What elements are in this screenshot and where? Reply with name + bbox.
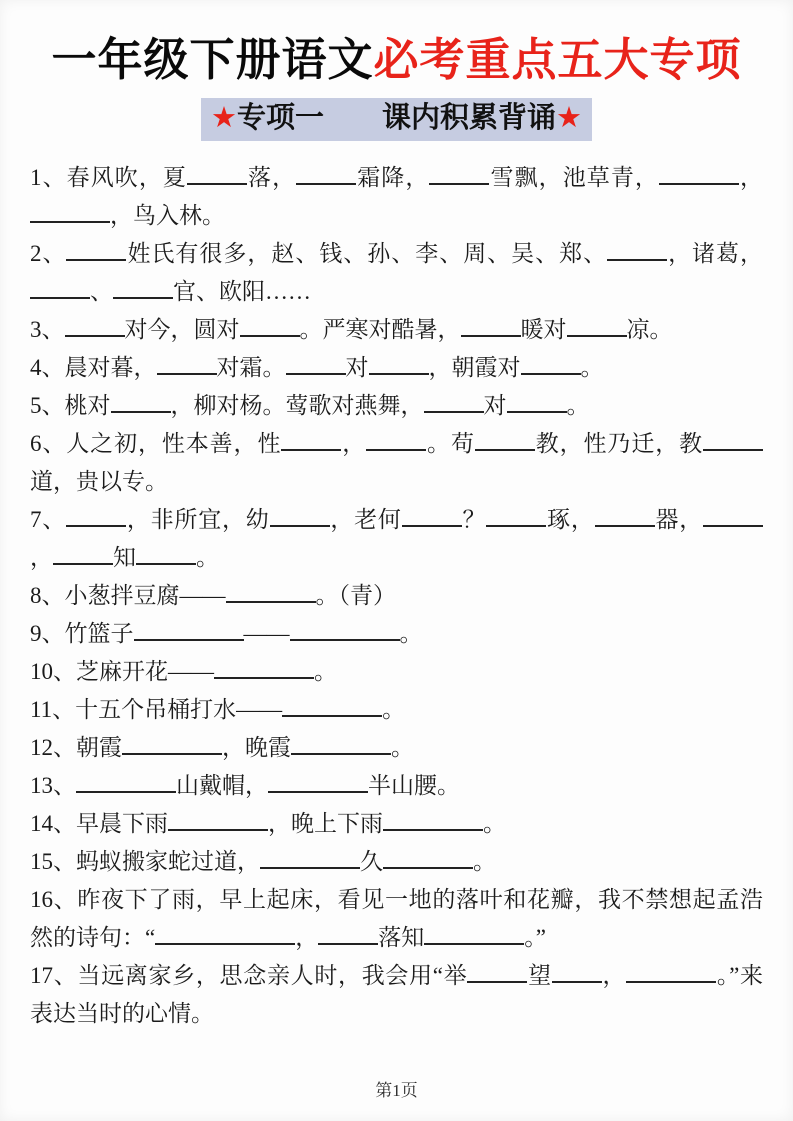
question-item: 7、 ，非所宜，幼 ，老何 ？ 琢， 器，， 知 。: [30, 501, 763, 577]
answer-blank: [65, 312, 125, 337]
question-item: 12、朝霞 ，晚霞 。: [30, 729, 763, 767]
star-right-icon: ★: [556, 101, 582, 134]
question-item: 15、蚂蚁搬家蛇过道， 久 。: [30, 843, 763, 881]
answer-blank: [467, 958, 527, 983]
answer-blank: [659, 160, 739, 185]
answer-blank: [122, 730, 222, 755]
answer-blank: [507, 388, 567, 413]
answer-blank: [286, 350, 346, 375]
page-title-red: 必考重点五大专项: [373, 34, 742, 85]
answer-blank: [424, 920, 524, 945]
page-title: [0, 34, 793, 86]
answer-blank: [552, 958, 602, 983]
star-left-icon: ★: [210, 101, 237, 134]
answer-blank: [76, 768, 176, 793]
answer-blank: [111, 388, 171, 413]
question-item: 16、昨夜下了雨，早上起床，看见一地的落叶和花瓣，我不禁想起孟浩然的诗句：“ ， 落知 。”: [30, 886, 763, 950]
header: [0, 0, 793, 141]
question-item: 17、当远离家乡，思念亲人时，我会用“举 望 ， 。”来表达当时的心情。: [30, 957, 763, 1033]
answer-blank: [296, 160, 356, 185]
question-item: 8、小葱拌豆腐—— 。（青）: [30, 577, 763, 615]
answer-blank: [270, 502, 330, 527]
question-item: 11、十五个吊桶打水—— 。: [30, 691, 763, 729]
answer-blank: [53, 540, 113, 565]
section-subtitle: [201, 98, 592, 141]
answer-blank: [424, 388, 484, 413]
question-item: 14、早晨下雨 ，晚上下雨 。: [30, 805, 763, 843]
answer-blank: [157, 350, 217, 375]
answer-blank: [703, 502, 763, 527]
page-title-black: 一年级下册语文: [51, 34, 374, 85]
answer-blank: [369, 350, 429, 375]
answer-blank: [30, 198, 110, 223]
answer-blank: [136, 540, 196, 565]
answer-blank: [595, 502, 655, 527]
answer-blank: [268, 768, 368, 793]
question-item: 4、晨对暮， 对霜。 对 ，朝霞对 。: [30, 349, 763, 387]
answer-blank: [282, 692, 382, 717]
question-item: 6、人之初，性本善，性 ， 。苟 教，性乃迁，教道，贵以专。: [30, 425, 763, 501]
question-item: 2、 姓氏有很多，赵、钱、孙、李、周、吴、郑、 ，诸葛，、 官、欧阳……: [30, 235, 763, 311]
answer-blank: [66, 502, 126, 527]
answer-blank: [281, 426, 341, 451]
answer-blank: [486, 502, 546, 527]
question-item: 9、竹篮子 —— 。: [30, 615, 763, 653]
answer-blank: [187, 160, 247, 185]
answer-blank: [626, 958, 716, 983]
answer-blank: [521, 350, 581, 375]
answer-blank: [475, 426, 535, 451]
answer-blank: [155, 920, 295, 945]
answer-blank: [429, 160, 489, 185]
answer-blank: [240, 312, 300, 337]
answer-blank: [30, 274, 90, 299]
answer-blank: [214, 654, 314, 679]
answer-blank: [461, 312, 521, 337]
question-item: 5、桃对 ，柳对杨。莺歌对燕舞， 对 。: [30, 387, 763, 425]
page-number: 第1页: [375, 1081, 418, 1100]
answer-blank: [402, 502, 462, 527]
question-item: 1、春风吹，夏 落， 霜降， 雪飘，池草青， ，，鸟入林。: [30, 159, 763, 235]
answer-blank: [134, 616, 244, 641]
answer-blank: [66, 236, 126, 261]
answer-blank: [113, 274, 173, 299]
answer-blank: [226, 578, 316, 603]
answer-blank: [290, 616, 400, 641]
answer-blank: [366, 426, 426, 451]
answer-blank: [168, 806, 268, 831]
question-item: 13、 山戴帽， 半山腰。: [30, 767, 763, 805]
questions: [0, 141, 793, 1033]
answer-blank: [383, 806, 483, 831]
answer-blank: [567, 312, 627, 337]
answer-blank: [291, 730, 391, 755]
question-item: 10、芝麻开花—— 。: [30, 653, 763, 691]
answer-blank: [703, 426, 763, 451]
answer-blank: [607, 236, 667, 261]
answer-blank: [383, 844, 473, 869]
answer-blank: [260, 844, 360, 869]
section-subtitle-label: 专项一 课内积累背诵: [236, 101, 556, 134]
answer-blank: [318, 920, 378, 945]
question-item: 3、 对今，圆对 。严寒对酷暑， 暖对 凉。: [30, 311, 763, 349]
